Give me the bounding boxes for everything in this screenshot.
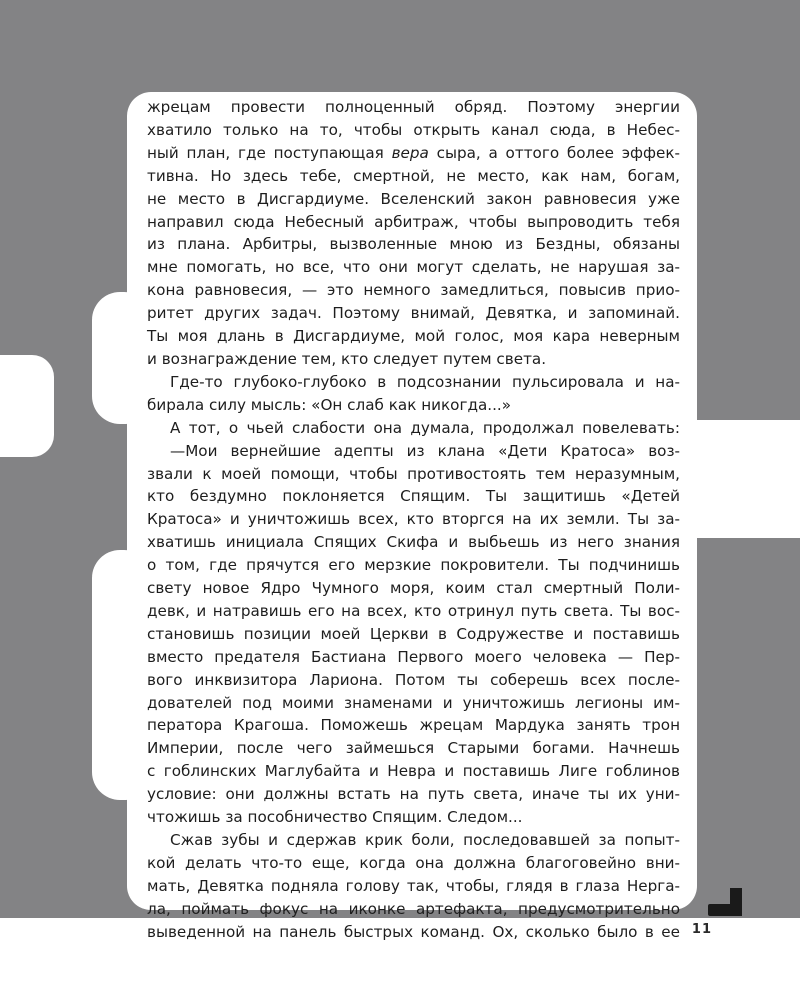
text-line: чтожишь за пособничество Спящим. Следом... (147, 808, 523, 827)
text-line: ритет других задач. Поэтому внимай, Девятка, и запоминай. (147, 304, 680, 323)
text-line: направил сюда Небесный арбитраж, чтобы выпроводить тебя (147, 212, 680, 231)
text-line: Где-то глубоко-глубоко в подсознании пульсировала и на- (170, 372, 680, 391)
text-line: Ты моя длань в Дисгардиуме, мой голос, моя кара неверным (147, 327, 680, 346)
text-line: бирала силу мысль: «Он слаб как никогда...» (147, 395, 512, 414)
text-line: Сжав зубы и сдержав крик боли, последовавшей за попыт- (170, 831, 680, 849)
left-white-block (0, 355, 54, 457)
body-text (147, 96, 680, 944)
text-line: мне помогать, но все, что они могут сделать, не нарушая за- (147, 258, 680, 277)
text-line: становишь позиции моей Церкви в Содружестве и поставишь (147, 624, 680, 643)
text-line: жрецам провести полноценный обряд. Поэтому энергии (147, 98, 680, 116)
text-line: —Мои вернейшие адепты из клана «Дети Кратоса» воз- (170, 441, 680, 460)
text-line: хватишь инициала Спящих Скифа и выбьешь из него знания (147, 533, 680, 552)
text-line: мать, Девятка подняла голову так, чтобы, глядя в глаза Нерга- (147, 876, 680, 895)
text-line: о том, где прячутся его мерзкие покровители. Ты подчинишь (147, 556, 680, 575)
corner-mark-icon (708, 888, 742, 916)
text-line: хватило только на то, чтобы открыть канал сюда, в Небес- (147, 120, 680, 139)
text-line: кона равновесия, — это немного замедлиться, повысив прио- (147, 281, 680, 300)
text-line: вого инквизитора Лариона. Потом ты соберешь всех после- (147, 670, 680, 689)
text-line: Империи, после чего займешься Старыми богами. Начнешь (147, 739, 680, 758)
text-line: не место в Дисгардиуме. Вселенский закон равновесия уже (147, 189, 680, 208)
text-line: кто бездумно поклоняется Спящим. Ты защитишь «Детей (147, 487, 680, 506)
text-line: тивна. Но здесь тебе, смертной, не место, как нам, богам, (147, 166, 680, 185)
text-line: девк, и натравишь его на всех, кто отринул путь света. Ты вос- (147, 601, 680, 620)
text-line: кой делать что-то еще, когда она должна благоговейно вни- (147, 853, 680, 872)
text-line: с гоблинских Маглубайта и Невра и поставишь Лиге гоблинов (147, 762, 680, 781)
text-line: звали к моей помощи, чтобы противостоять тем неразумным, (147, 464, 680, 483)
page-number: 11 (691, 922, 712, 937)
text-line: условие: они должны встать на путь света, иначе ты их уни- (147, 785, 680, 804)
italic-word: вера (391, 143, 429, 162)
text-line: ный план, где поступающая вера сыра, а оттого более эффек- (147, 143, 680, 162)
text-line: дователей под моими знаменами и уничтожишь легионы им- (147, 693, 680, 712)
text-line: ператора Крагоша. Поможешь жрецам Мардука занять трон (147, 716, 680, 735)
text-line: А тот, о чьей слабости она думала, продолжал повелевать: (170, 418, 680, 437)
text-line: ла, поймать фокус на иконке артефакта, предусмотрительно (147, 899, 680, 918)
text-line: из плана. Арбитры, вызволенные мною из Бездны, обязаны (147, 235, 680, 254)
text-line: Кратоса» и уничтожишь всех, кто вторгся на их земли. Ты за- (147, 510, 680, 529)
text-line: вместо предателя Бастиана Первого моего человека — Пер- (147, 647, 680, 666)
text-line: и вознаграждение тем, кто следует путем света. (147, 349, 547, 368)
text-line: свету новое Ядро Чумного моря, коим стал смертный Поли- (147, 579, 680, 598)
text-line: выведенной на панель быстрых команд. Ох, сколько было в ее (147, 922, 680, 941)
